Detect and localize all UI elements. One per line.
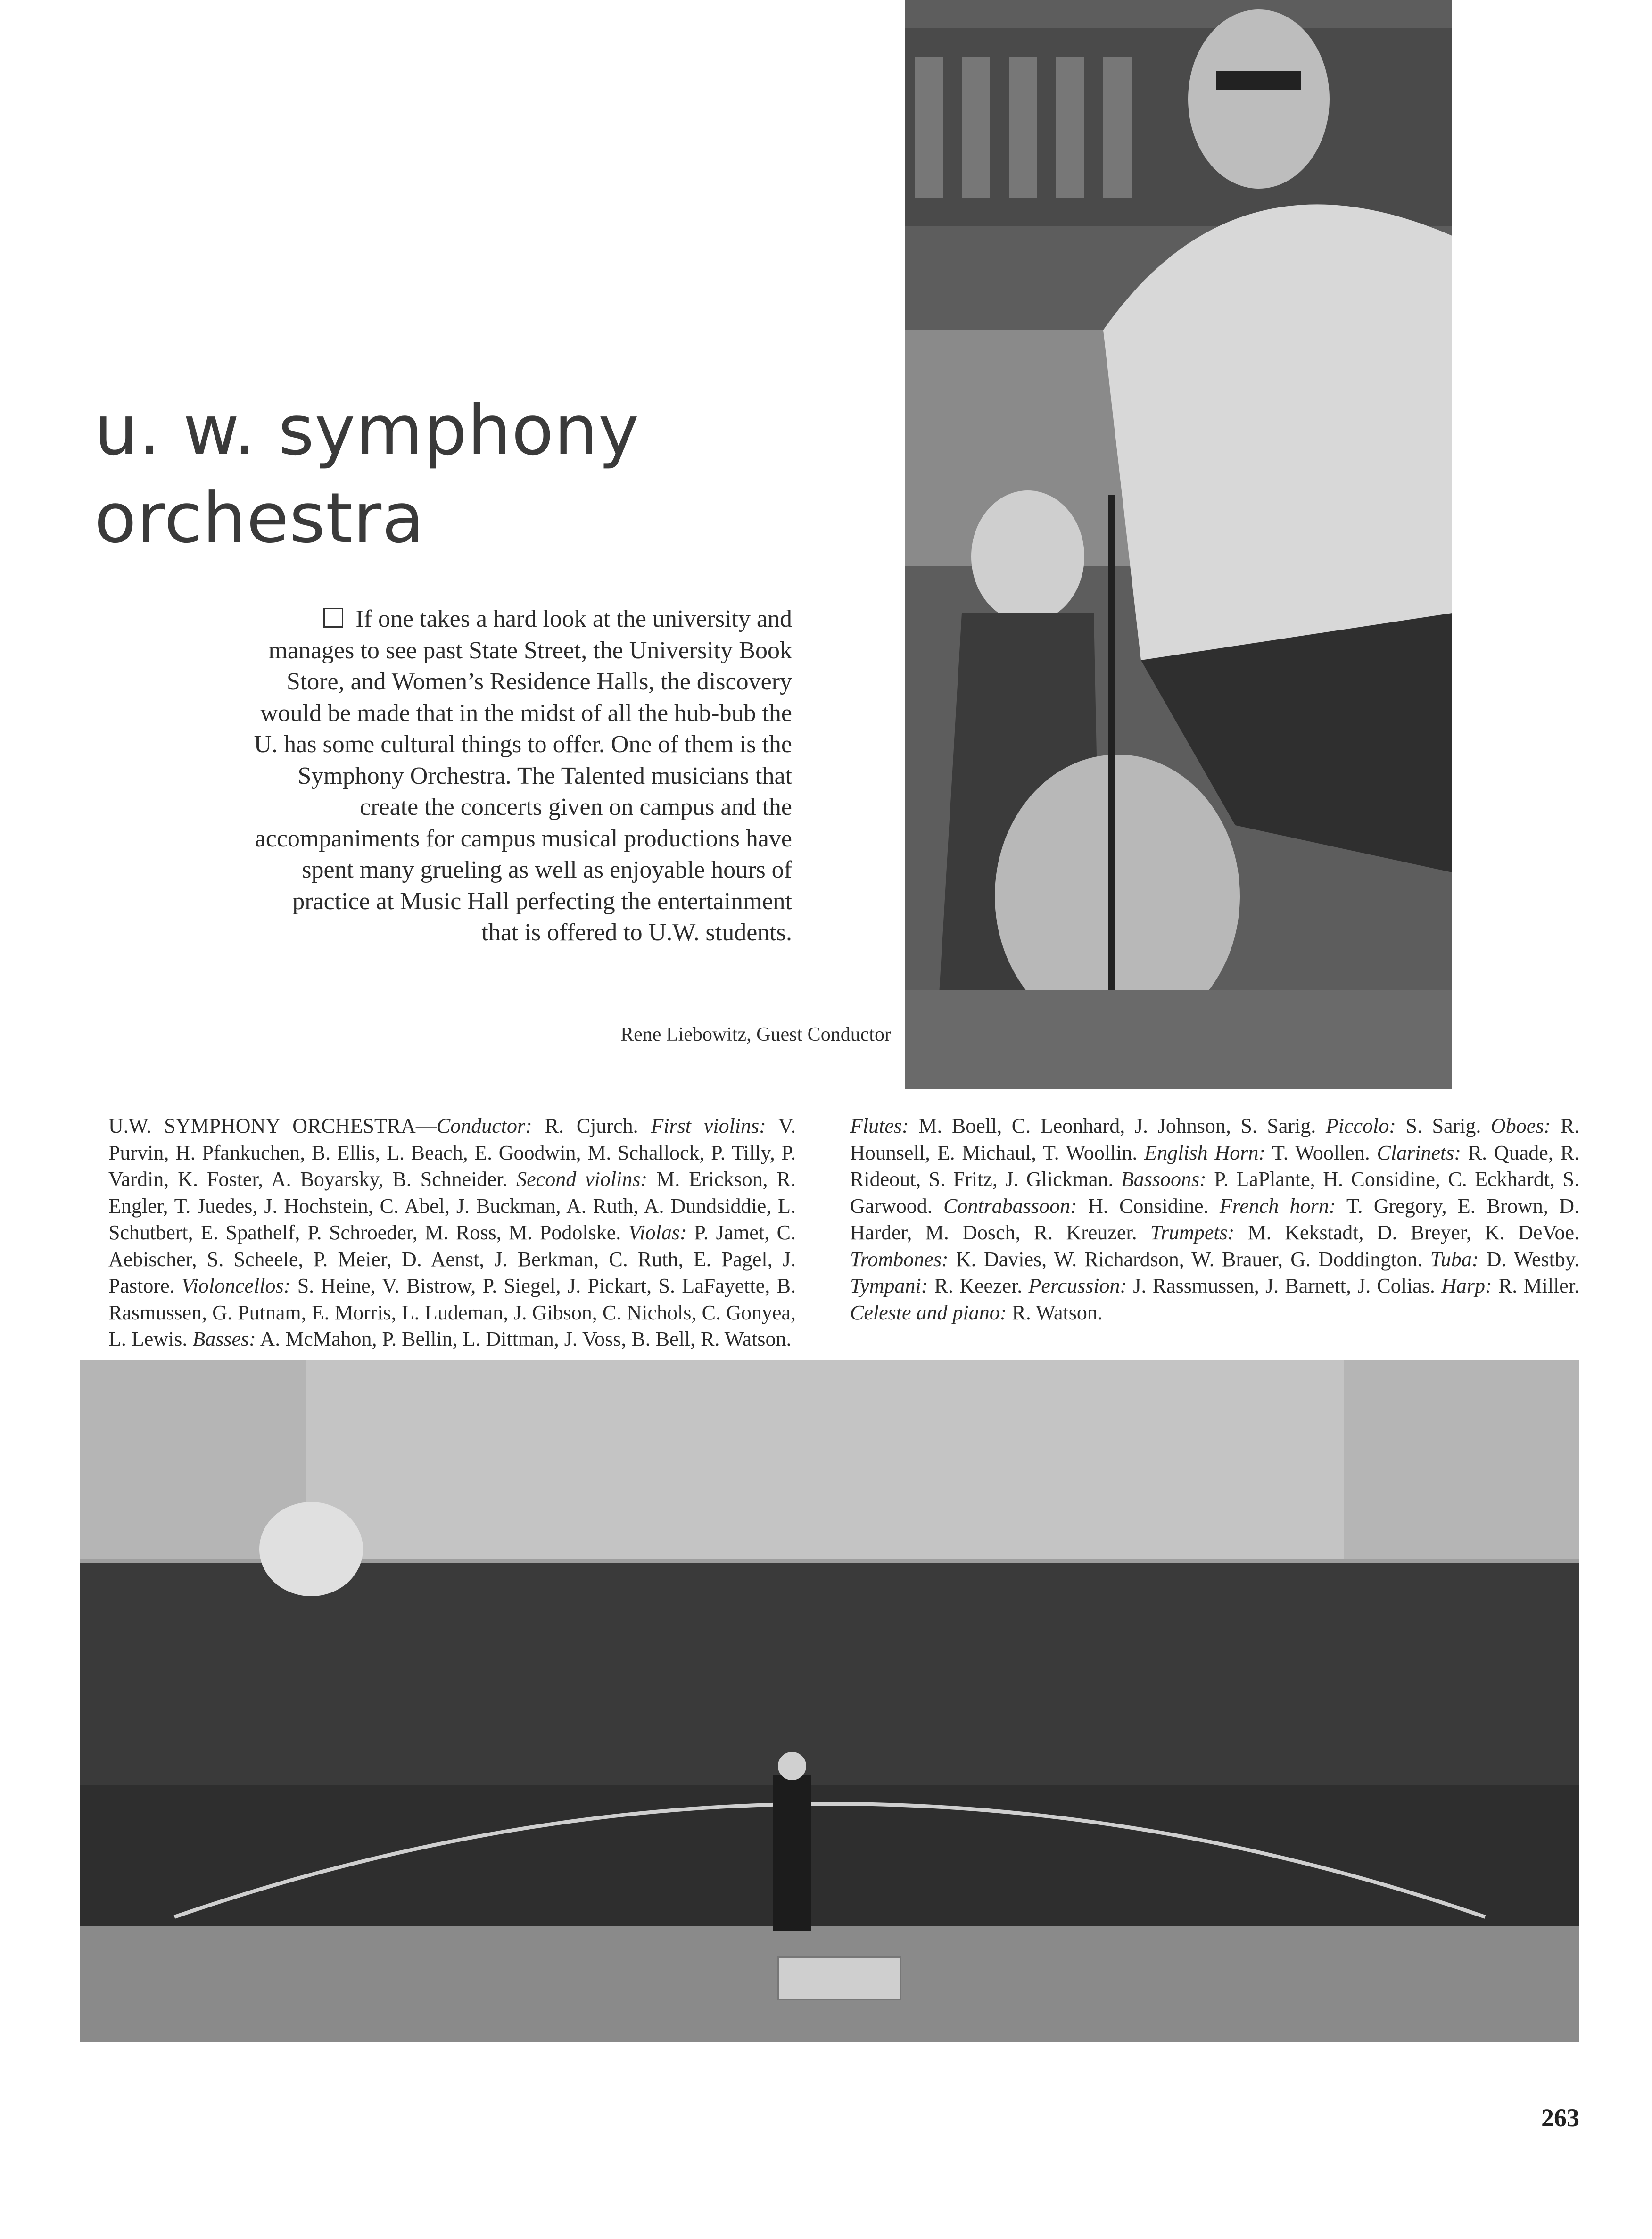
roster-names: V. Purvin, H. Pfankuchen, B. Ellis, L. Beach, E. Goodwin, M. Schallock, P. Tilly, P. Vardin, K. Foster, A. Boyarsky, B. Schneider. [108,1114,796,1191]
intro-line-2: manages to see past State Street, the University Book [268,637,792,664]
roster-label: Basses: [192,1327,256,1351]
intro-line-5: U. has some cultural things to offer. One of them is the [254,731,792,758]
roster-label: Piccolo: [1325,1114,1396,1137]
page-number: 263 [1541,2104,1579,2132]
roster-label: Tympani: [850,1274,928,1297]
roster-names: R. Quade, R. Rideout, S. Fritz, J. Glickman. [850,1141,1579,1191]
roster-label: Oboes: [1491,1114,1551,1137]
roster-label: Violas: [628,1221,687,1244]
roster-names: R. Cjurch. [545,1114,638,1137]
conductor-photo-illustration [905,0,1452,1089]
page-title-line-1: u. w. symphony [94,390,640,471]
roster-names: R. Miller. [1498,1274,1580,1297]
roster-label: Tuba: [1430,1247,1479,1271]
roster-label: French horn: [1219,1194,1336,1218]
roster-names: T. Gregory, E. Brown, D. Harder, M. Dosch, R. Kreuzer. [850,1194,1580,1244]
roster-label: Conductor: [436,1114,532,1137]
roster-label: English Horn: [1144,1141,1266,1164]
roster-names: H. Considine. [1088,1194,1209,1218]
roster-label: Harp: [1441,1274,1492,1297]
intro-line-6: Symphony Orchestra. The Talented musicians that [297,762,792,789]
intro-line-1: If one takes a hard look at the university and [165,604,792,635]
page-title [94,387,707,562]
checkbox-square-icon [323,608,343,628]
roster-names: M. Erickson, R. Engler, T. Juedes, J. Hochstein, C. Abel, J. Buckman, A. Ruth, A. Dundsiddie, L. Schutbert, E. Spathelf, P. Schroeder, M. Ross, M. Podolske. [108,1168,796,1244]
intro-line-10: practice at Music Hall perfecting the entertainment [292,887,792,915]
roster-names: T. Woollen. [1272,1141,1370,1164]
roster-right-column [850,1113,1579,1326]
intro-line-3: Store, and Women’s Residence Halls, the discovery [286,668,792,695]
intro-line-11: that is offered to U.W. students. [481,919,792,946]
roster-names: J. Rassmussen, J. Barnett, J. Colias. [1133,1274,1435,1297]
roster-label: Bassoons: [1121,1168,1206,1191]
roster-label: Trumpets: [1150,1221,1235,1244]
roster-label: Celeste and piano: [850,1301,1007,1324]
roster-label: Second violins: [516,1168,648,1191]
page-title-line-2: orchestra [94,478,425,558]
roster-label: Violoncellos: [181,1274,291,1297]
roster-label: Flutes: [850,1114,909,1137]
conductor-photo [905,0,1452,1089]
roster-names: A. McMahon, P. Bellin, L. Dittman, J. Voss, B. Bell, R. Watson. [260,1327,792,1351]
roster-names: R. Keezer. [934,1274,1023,1297]
roster-names: P. Jamet, C. Aebischer, S. Scheele, P. Meier, D. Aenst, J. Berkman, C. Ruth, E. Pagel, J. Pastore. [108,1221,796,1297]
roster-label: First violins: [651,1114,766,1137]
roster-names: P. LaPlante, H. Considine, C. Eckhardt, S. Garwood. [850,1168,1580,1218]
roster-names: M. Boell, C. Leonhard, J. Johnson, S. Sarig. [918,1114,1316,1137]
intro-line-4: would be made that in the midst of all the hub-bub the [260,699,792,727]
intro-line-9: spent many grueling as well as enjoyable hours of [302,856,792,883]
orchestra-photo-illustration [80,1360,1579,2042]
orchestra-photo [80,1360,1579,2042]
roster-names: R. Hounsell, E. Michaul, T. Woollin. [850,1114,1580,1164]
roster-org: U.W. SYMPHONY ORCHESTRA [108,1114,416,1137]
roster-left-column: U.W. SYMPHONY ORCHESTRA—Conductor: R. Cjurch. First violins: V. Purvin, H. Pfankuchen, B. Ellis, L. Beach, E. Goodwin, M. Schallock, P. Tilly, P. Vardin, K. Foster, A. Boyarsky, B. Schneider. Second violins: M. Erickson, R. Engler, T. Juedes, J. Hochstein, C. Abel, J. Buckman, A. Ruth, A. Dundsiddie, L. Schutbert, E. Spathelf, P. Schroeder, M. Ross, M. Podolske. Violas: P. Jamet, C. Aebischer, S. Scheele, P. Meier, D. Aenst, J. Berkman, C. Ruth, E. Pagel, J. Pastore. Violoncellos: S. Heine, V. Bistrow, P. Siegel, J. Pickart, S. LaFayette, B. Rasmussen, G. Putnam, E. Morris, L. Ludeman, J. Gibson, C. Nichols, C. Gonyea, L. Lewis. Basses: A. McMahon, P. Bellin, L. Dittman, J. Voss, B. Bell, R. Watson. [108,1114,796,1351]
roster-names: R. Watson. [1012,1301,1103,1324]
photo-caption: Rene Liebowitz, Guest Conductor [620,1024,891,1045]
roster-names: D. Westby. [1486,1247,1580,1271]
roster-label: Contrabassoon: [943,1194,1077,1218]
roster-names: M. Kekstadt, D. Breyer, K. DeVoe. [1247,1221,1580,1244]
intro-paragraph [165,604,792,949]
roster-label: Trombones: [850,1247,949,1271]
intro-line-8: accompaniments for campus musical productions have [255,825,792,852]
roster-names: S. Heine, V. Bistrow, P. Siegel, J. Pickart, S. LaFayette, B. Rasmussen, G. Putnam, E. Morris, L. Ludeman, J. Gibson, C. Nichols, C. Gonyea, L. Lewis. [108,1274,796,1351]
intro-line-7: create the concerts given on campus and the [360,794,792,821]
roster-label: Clarinets: [1377,1141,1461,1164]
roster-label: Percussion: [1028,1274,1127,1297]
roster-names: K. Davies, W. Richardson, W. Brauer, G. Doddington. [956,1247,1423,1271]
roster-names: S. Sarig. [1405,1114,1481,1137]
